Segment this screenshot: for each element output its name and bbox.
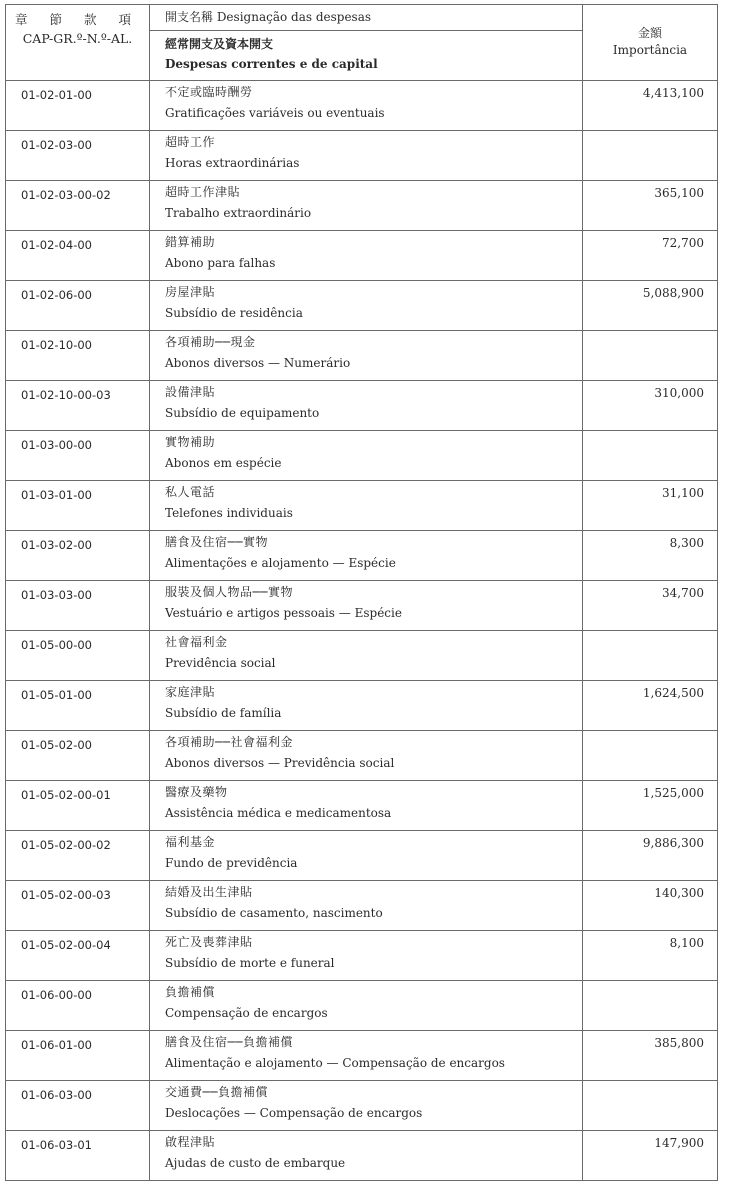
description-pt: Alimentações e alojamento — Espécie <box>165 556 396 570</box>
amount-value: 34,700 <box>583 581 718 631</box>
description-zh: 家庭津貼 <box>165 685 216 699</box>
description-pt: Subsídio de morte e funeral <box>165 956 335 970</box>
table-row <box>6 731 718 781</box>
description-zh: 設備津貼 <box>165 385 216 399</box>
amount-value: 9,886,300 <box>583 831 718 881</box>
expense-description <box>150 981 583 1031</box>
table-row <box>6 831 718 881</box>
section-title-zh: 經常開支及資本開支 <box>165 37 274 51</box>
description-pt: Abonos diversos — Numerário <box>165 356 351 370</box>
table-row <box>6 681 718 731</box>
amount-value <box>583 331 718 381</box>
table-row <box>6 881 718 931</box>
description-pt: Subsídio de residência <box>165 306 303 320</box>
table-row <box>6 981 718 1031</box>
table-row <box>6 131 718 181</box>
expense-description <box>150 231 583 281</box>
expense-description <box>150 781 583 831</box>
table-row <box>6 1031 718 1081</box>
expense-description <box>150 431 583 481</box>
budget-code: 01-05-02-00-04 <box>6 931 150 981</box>
amount-header-zh: 金額 <box>637 26 662 40</box>
expense-description <box>150 731 583 781</box>
amount-value: 1,624,500 <box>583 681 718 731</box>
budget-code: 01-06-03-01 <box>6 1131 150 1181</box>
description-pt: Abonos diversos — Previdência social <box>165 756 395 770</box>
expense-description <box>150 1131 583 1181</box>
expense-description <box>150 381 583 431</box>
description-pt: Subsídio de casamento, nascimento <box>165 906 383 920</box>
description-zh: 各項補助──現金 <box>165 335 256 349</box>
budget-code: 01-06-00-00 <box>6 981 150 1031</box>
table-row <box>6 1081 718 1131</box>
table-row <box>6 181 718 231</box>
budget-code: 01-05-02-00 <box>6 731 150 781</box>
table-header-row <box>6 5 718 81</box>
description-pt: Subsídio de família <box>165 706 282 720</box>
description-pt: Compensação de encargos <box>165 1006 328 1020</box>
table-row <box>6 631 718 681</box>
amount-value: 8,100 <box>583 931 718 981</box>
table-row <box>6 431 718 481</box>
expense-description <box>150 881 583 931</box>
description-zh: 負擔補償 <box>165 985 216 999</box>
description-zh: 私人電話 <box>165 485 216 499</box>
expense-description <box>150 331 583 381</box>
expense-description <box>150 181 583 231</box>
description-zh: 膳食及住宿──實物 <box>165 535 268 549</box>
table-row <box>6 381 718 431</box>
code-header-pt: CAP-GR.º-N.º-AL. <box>22 31 133 46</box>
budget-code: 01-02-03-00-02 <box>6 181 150 231</box>
budget-code: 01-06-03-00 <box>6 1081 150 1131</box>
budget-code: 01-05-00-00 <box>6 631 150 681</box>
table-row <box>6 531 718 581</box>
amount-value: 140,300 <box>583 881 718 931</box>
description-zh: 超時工作 <box>165 135 216 149</box>
amount-value: 5,088,900 <box>583 281 718 331</box>
description-pt: Gratificações variáveis ou eventuais <box>165 106 385 120</box>
description-zh: 實物補助 <box>165 435 216 449</box>
description-zh: 死亡及喪葬津貼 <box>165 935 253 949</box>
description-zh: 各項補助──社會福利金 <box>165 735 293 749</box>
description-pt: Trabalho extraordinário <box>165 206 312 220</box>
code-header-zh: 章 節 款 項 <box>15 12 140 27</box>
expense-description <box>150 281 583 331</box>
budget-code: 01-02-04-00 <box>6 231 150 281</box>
amount-value: 365,100 <box>583 181 718 231</box>
description-zh: 福利基金 <box>165 835 216 849</box>
amount-value: 8,300 <box>583 531 718 581</box>
description-pt: Subsídio de equipamento <box>165 406 320 420</box>
description-pt: Assistência médica e medicamentosa <box>165 806 392 820</box>
description-zh: 醫療及藥物 <box>165 785 228 799</box>
description-zh: 房屋津貼 <box>165 285 216 299</box>
expense-description <box>150 831 583 881</box>
amount-value: 147,900 <box>583 1131 718 1181</box>
table-row <box>6 781 718 831</box>
table-row <box>6 581 718 631</box>
description-pt: Fundo de previdência <box>165 856 298 870</box>
expense-description <box>150 531 583 581</box>
amount-value: 4,413,100 <box>583 81 718 131</box>
description-zh: 錯算補助 <box>165 235 216 249</box>
budget-table <box>5 4 718 1181</box>
amount-value <box>583 731 718 781</box>
code-column-header <box>6 5 150 81</box>
description-zh: 膳食及住宿──負擔補償 <box>165 1035 293 1049</box>
budget-code: 01-06-01-00 <box>6 1031 150 1081</box>
expense-description <box>150 681 583 731</box>
description-zh: 超時工作津貼 <box>165 185 241 199</box>
budget-code: 01-03-00-00 <box>6 431 150 481</box>
amount-column-header <box>583 5 718 81</box>
description-zh: 結婚及出生津貼 <box>165 885 253 899</box>
table-row <box>6 231 718 281</box>
description-zh: 社會福利金 <box>165 635 228 649</box>
amount-value: 72,700 <box>583 231 718 281</box>
table-row <box>6 931 718 981</box>
table-row <box>6 281 718 331</box>
description-pt: Alimentação e alojamento — Compensação de encargos <box>165 1056 505 1070</box>
amount-value <box>583 431 718 481</box>
budget-code: 01-02-10-00 <box>6 331 150 381</box>
amount-header-pt: Importância <box>612 43 688 57</box>
description-zh: 啟程津貼 <box>165 1135 216 1149</box>
amount-value <box>583 631 718 681</box>
amount-value: 31,100 <box>583 481 718 531</box>
table-row <box>6 81 718 131</box>
designation-column-header <box>150 5 583 81</box>
description-pt: Deslocações — Compensação de encargos <box>165 1106 423 1120</box>
budget-code: 01-02-01-00 <box>6 81 150 131</box>
table-row <box>6 481 718 531</box>
amount-value <box>583 981 718 1031</box>
budget-code: 01-05-01-00 <box>6 681 150 731</box>
budget-code: 01-05-02-00-01 <box>6 781 150 831</box>
amount-value <box>583 1081 718 1131</box>
description-pt: Previdência social <box>165 656 276 670</box>
description-pt: Telefones individuais <box>165 506 293 520</box>
description-pt: Ajudas de custo de embarque <box>165 1156 346 1170</box>
description-zh: 服裝及個人物品──實物 <box>165 585 293 599</box>
budget-code: 01-03-03-00 <box>6 581 150 631</box>
amount-value: 310,000 <box>583 381 718 431</box>
description-pt: Vestuário e artigos pessoais — Espécie <box>165 606 402 620</box>
description-pt: Abonos em espécie <box>165 456 282 470</box>
table-row <box>6 331 718 381</box>
budget-code: 01-02-06-00 <box>6 281 150 331</box>
budget-code: 01-05-02-00-02 <box>6 831 150 881</box>
amount-value: 1,525,000 <box>583 781 718 831</box>
amount-value <box>583 131 718 181</box>
section-title-pt: Despesas correntes e de capital <box>165 57 378 71</box>
expense-description <box>150 131 583 181</box>
designation-header: 開支名稱 Designação das despesas <box>150 5 582 31</box>
budget-code: 01-03-02-00 <box>6 531 150 581</box>
expense-description <box>150 631 583 681</box>
expense-description <box>150 1081 583 1131</box>
table-row <box>6 1131 718 1181</box>
description-zh: 交通費──負擔補償 <box>165 1085 268 1099</box>
description-zh: 不定或臨時酬勞 <box>165 85 253 99</box>
budget-code: 01-03-01-00 <box>6 481 150 531</box>
expense-description <box>150 481 583 531</box>
budget-code: 01-02-03-00 <box>6 131 150 181</box>
budget-code: 01-05-02-00-03 <box>6 881 150 931</box>
expense-description <box>150 1031 583 1081</box>
budget-code: 01-02-10-00-03 <box>6 381 150 431</box>
expense-description <box>150 81 583 131</box>
expense-description <box>150 931 583 981</box>
amount-value: 385,800 <box>583 1031 718 1081</box>
description-pt: Horas extraordinárias <box>165 156 300 170</box>
description-pt: Abono para falhas <box>165 256 276 270</box>
expense-description <box>150 581 583 631</box>
